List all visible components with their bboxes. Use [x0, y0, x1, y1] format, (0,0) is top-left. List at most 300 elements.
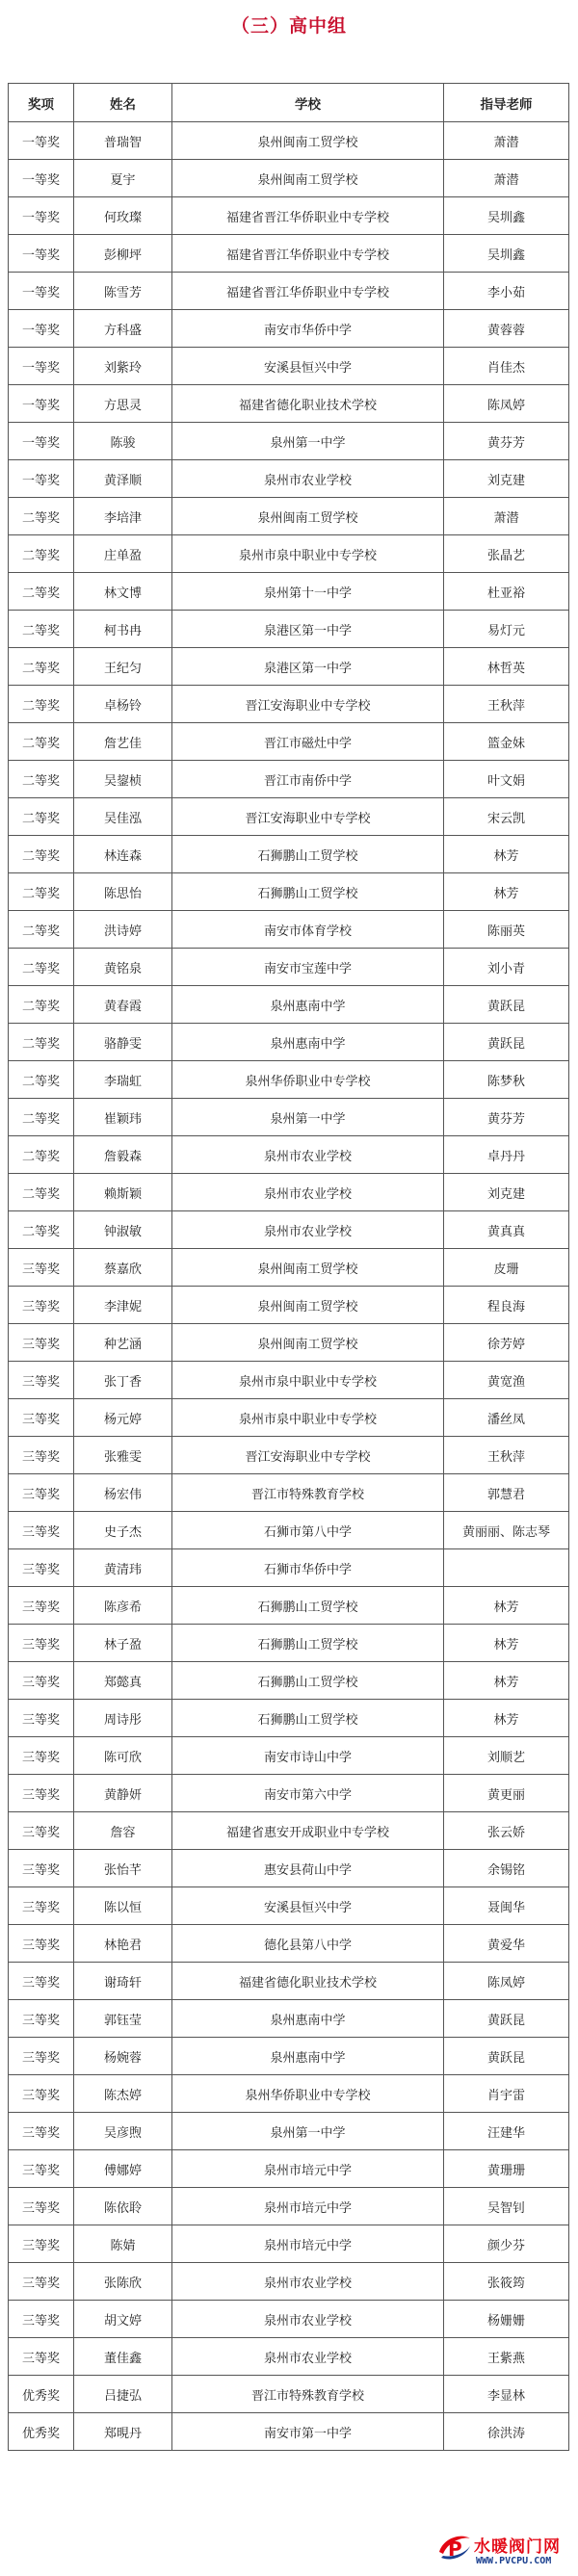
- cell-award: 三等奖: [9, 1812, 74, 1850]
- cell-school: 石狮鹏山工贸学校: [172, 836, 444, 873]
- cell-name: 周诗彤: [74, 1700, 172, 1737]
- cell-name: 陈雪芳: [74, 273, 172, 310]
- cell-award: 二等奖: [9, 1174, 74, 1211]
- cell-award: 三等奖: [9, 1625, 74, 1662]
- cell-name: 林文博: [74, 573, 172, 611]
- table-row: [9, 160, 569, 197]
- table-row: [9, 460, 569, 498]
- header-award: 奖项: [9, 84, 74, 122]
- table-header-row: [9, 84, 569, 122]
- cell-teacher: 肖佳杰: [444, 348, 569, 385]
- cell-award: 三等奖: [9, 1437, 74, 1474]
- cell-award: 三等奖: [9, 2301, 74, 2338]
- cell-teacher: 林芳: [444, 836, 569, 873]
- cell-name: 陈婧: [74, 2225, 172, 2263]
- cell-school: 泉州市农业学校: [172, 1136, 444, 1174]
- cell-teacher: 黄跃昆: [444, 986, 569, 1024]
- table-row: [9, 1174, 569, 1211]
- cell-name: 郑晛丹: [74, 2413, 172, 2451]
- table-row: [9, 1287, 569, 1324]
- cell-school: 晋江安海职业中专学校: [172, 686, 444, 723]
- cell-teacher: 黄爱华: [444, 1925, 569, 1963]
- table-row: [9, 1474, 569, 1512]
- cell-school: 泉港区第一中学: [172, 611, 444, 648]
- cell-school: 晋江市磁灶中学: [172, 723, 444, 761]
- cell-school: 南安市华侨中学: [172, 310, 444, 348]
- cell-teacher: 杨姗姗: [444, 2301, 569, 2338]
- cell-name: 骆静雯: [74, 1024, 172, 1061]
- cell-teacher: 聂闽华: [444, 1887, 569, 1925]
- cell-award: 三等奖: [9, 2338, 74, 2376]
- table-row: [9, 873, 569, 911]
- cell-name: 夏宇: [74, 160, 172, 197]
- cell-name: 吕捷弘: [74, 2376, 172, 2413]
- cell-name: 洪诗婷: [74, 911, 172, 949]
- cell-award: 二等奖: [9, 1099, 74, 1136]
- cell-teacher: 吴圳鑫: [444, 235, 569, 273]
- cell-school: 晋江安海职业中专学校: [172, 1437, 444, 1474]
- cell-name: 黄春霞: [74, 986, 172, 1024]
- cell-award: 一等奖: [9, 348, 74, 385]
- cell-award: 二等奖: [9, 723, 74, 761]
- cell-award: 二等奖: [9, 798, 74, 836]
- table-row: [9, 1249, 569, 1287]
- cell-teacher: 郭慧君: [444, 1474, 569, 1512]
- cell-teacher: 篮金妹: [444, 723, 569, 761]
- cell-award: 三等奖: [9, 2113, 74, 2150]
- cell-teacher: 陈凤婷: [444, 385, 569, 423]
- cell-name: 吴鋆桢: [74, 761, 172, 798]
- cell-name: 黄清玮: [74, 1549, 172, 1587]
- cell-award: 三等奖: [9, 2225, 74, 2263]
- cell-name: 杨婉蓉: [74, 2038, 172, 2075]
- cell-school: 石狮市华侨中学: [172, 1549, 444, 1587]
- cell-name: 李津妮: [74, 1287, 172, 1324]
- cell-award: 三等奖: [9, 1249, 74, 1287]
- cell-teacher: 黄真真: [444, 1211, 569, 1249]
- cell-name: 彭柳坪: [74, 235, 172, 273]
- table-row: [9, 1887, 569, 1925]
- cell-name: 黄铭泉: [74, 949, 172, 986]
- cell-teacher: 黄丽丽、陈志琴: [444, 1512, 569, 1549]
- cell-award: 三等奖: [9, 1700, 74, 1737]
- cell-award: 二等奖: [9, 911, 74, 949]
- table-row: [9, 1850, 569, 1887]
- watermark-url: WWW.PVCPU.COM: [476, 2556, 552, 2566]
- table-row: [9, 2038, 569, 2075]
- cell-school: 泉州第一中学: [172, 1099, 444, 1136]
- cell-award: 三等奖: [9, 1850, 74, 1887]
- table-row: [9, 348, 569, 385]
- cell-name: 林连森: [74, 836, 172, 873]
- header-teacher: 指导老师: [444, 84, 569, 122]
- cell-teacher: 林芳: [444, 1587, 569, 1625]
- table-row: [9, 986, 569, 1024]
- cell-teacher: 徐芳婷: [444, 1324, 569, 1362]
- cell-teacher: 汪建华: [444, 2113, 569, 2150]
- cell-teacher: 黄珊珊: [444, 2150, 569, 2188]
- cell-name: 李培津: [74, 498, 172, 535]
- table-row: [9, 1662, 569, 1700]
- cell-teacher: 张筱筠: [444, 2263, 569, 2301]
- table-row: [9, 2000, 569, 2038]
- table-row: [9, 310, 569, 348]
- cell-award: 三等奖: [9, 2075, 74, 2113]
- table-row: [9, 1024, 569, 1061]
- cell-name: 陈可欣: [74, 1737, 172, 1775]
- cell-school: 泉州市培元中学: [172, 2225, 444, 2263]
- cell-school: 泉州惠南中学: [172, 2000, 444, 2038]
- table-row: [9, 573, 569, 611]
- site-watermark: [435, 2527, 578, 2576]
- cell-teacher: 林芳: [444, 1700, 569, 1737]
- cell-teacher: 叶文娟: [444, 761, 569, 798]
- cell-school: 泉州第一中学: [172, 2113, 444, 2150]
- cell-teacher: 皮珊: [444, 1249, 569, 1287]
- cell-school: 福建省晋江华侨职业中专学校: [172, 235, 444, 273]
- table-row: [9, 761, 569, 798]
- cell-school: 泉州市农业学校: [172, 1211, 444, 1249]
- cell-teacher: 余锡铭: [444, 1850, 569, 1887]
- cell-teacher: 王紫燕: [444, 2338, 569, 2376]
- cell-name: 吴佳泓: [74, 798, 172, 836]
- cell-school: 泉州市农业学校: [172, 460, 444, 498]
- cell-award: 三等奖: [9, 2150, 74, 2188]
- cell-teacher: 张云娇: [444, 1812, 569, 1850]
- cell-school: 南安市体育学校: [172, 911, 444, 949]
- cell-name: 詹艺佳: [74, 723, 172, 761]
- cell-name: 方科盛: [74, 310, 172, 348]
- cell-teacher: 陈凤婷: [444, 1963, 569, 2000]
- table-row: [9, 1812, 569, 1850]
- cell-teacher: 吴圳鑫: [444, 197, 569, 235]
- cell-teacher: 陈丽英: [444, 911, 569, 949]
- cell-award: 二等奖: [9, 1136, 74, 1174]
- cell-teacher: 林哲英: [444, 648, 569, 686]
- cell-name: 杨元婷: [74, 1399, 172, 1437]
- table-row: [9, 1963, 569, 2000]
- cell-school: 泉州闽南工贸学校: [172, 122, 444, 160]
- cell-name: 种艺涵: [74, 1324, 172, 1362]
- watermark-site-name: 水暖阀门网: [474, 2537, 561, 2557]
- cell-name: 刘紫玲: [74, 348, 172, 385]
- awards-table: [8, 83, 569, 2451]
- table-row: [9, 1324, 569, 1362]
- table-row: [9, 1061, 569, 1099]
- cell-teacher: 萧潜: [444, 122, 569, 160]
- cell-name: 陈以恒: [74, 1887, 172, 1925]
- cell-name: 蔡嘉欣: [74, 1249, 172, 1287]
- table-row: [9, 2113, 569, 2150]
- cell-award: 优秀奖: [9, 2413, 74, 2451]
- cell-award: 二等奖: [9, 573, 74, 611]
- cell-award: 二等奖: [9, 873, 74, 911]
- cell-award: 三等奖: [9, 1925, 74, 1963]
- cell-award: 二等奖: [9, 535, 74, 573]
- cell-teacher: 易灯元: [444, 611, 569, 648]
- cell-name: 柯书冉: [74, 611, 172, 648]
- cell-teacher: 黄更丽: [444, 1775, 569, 1812]
- table-row: [9, 2301, 569, 2338]
- cell-name: 郭钰莹: [74, 2000, 172, 2038]
- cell-award: 二等奖: [9, 1061, 74, 1099]
- site-logo-icon: [435, 2529, 474, 2567]
- cell-name: 陈杰婷: [74, 2075, 172, 2113]
- table-row: [9, 1211, 569, 1249]
- cell-name: 史子杰: [74, 1512, 172, 1549]
- cell-award: 三等奖: [9, 2188, 74, 2225]
- cell-name: 谢琦轩: [74, 1963, 172, 2000]
- cell-award: 一等奖: [9, 235, 74, 273]
- table-body: [9, 122, 569, 2451]
- cell-school: 石狮市第八中学: [172, 1512, 444, 1549]
- cell-school: 安溪县恒兴中学: [172, 348, 444, 385]
- cell-school: 泉州华侨职业中专学校: [172, 1061, 444, 1099]
- table-row: [9, 1512, 569, 1549]
- cell-award: 一等奖: [9, 160, 74, 197]
- cell-name: 陈彦希: [74, 1587, 172, 1625]
- cell-teacher: 肖宇雷: [444, 2075, 569, 2113]
- cell-school: 德化县第八中学: [172, 1925, 444, 1963]
- cell-name: 董佳鑫: [74, 2338, 172, 2376]
- table-row: [9, 1625, 569, 1662]
- cell-award: 二等奖: [9, 648, 74, 686]
- cell-school: 晋江安海职业中专学校: [172, 798, 444, 836]
- cell-teacher: 林芳: [444, 1625, 569, 1662]
- cell-award: 二等奖: [9, 761, 74, 798]
- cell-award: 三等奖: [9, 1775, 74, 1812]
- table-row: [9, 197, 569, 235]
- header-name: 姓名: [74, 84, 172, 122]
- cell-award: 一等奖: [9, 122, 74, 160]
- cell-school: 石狮鹏山工贸学校: [172, 1625, 444, 1662]
- cell-school: 石狮鹏山工贸学校: [172, 873, 444, 911]
- cell-name: 陈依聆: [74, 2188, 172, 2225]
- table-row: [9, 1587, 569, 1625]
- table-row: [9, 611, 569, 648]
- table-row: [9, 2225, 569, 2263]
- cell-school: 石狮鹏山工贸学校: [172, 1662, 444, 1700]
- cell-award: 三等奖: [9, 1887, 74, 1925]
- cell-school: 福建省惠安开成职业中专学校: [172, 1812, 444, 1850]
- cell-school: 福建省德化职业技术学校: [172, 1963, 444, 2000]
- cell-school: 泉州市泉中职业中专学校: [172, 1362, 444, 1399]
- page-title: （三）高中组: [230, 15, 347, 37]
- table-row: [9, 423, 569, 460]
- cell-name: 何玫璨: [74, 197, 172, 235]
- cell-award: 三等奖: [9, 1399, 74, 1437]
- cell-award: 一等奖: [9, 273, 74, 310]
- cell-school: 晋江市特殊教育学校: [172, 2376, 444, 2413]
- cell-award: 三等奖: [9, 1587, 74, 1625]
- cell-teacher: 卓丹丹: [444, 1136, 569, 1174]
- cell-teacher: 宋云凯: [444, 798, 569, 836]
- cell-teacher: 王秋萍: [444, 1437, 569, 1474]
- cell-award: 一等奖: [9, 423, 74, 460]
- cell-teacher: 黄蓉蓉: [444, 310, 569, 348]
- table-row: [9, 535, 569, 573]
- cell-award: 优秀奖: [9, 2376, 74, 2413]
- table-row: [9, 1362, 569, 1399]
- cell-school: 泉州惠南中学: [172, 2038, 444, 2075]
- cell-name: 吴彦煦: [74, 2113, 172, 2150]
- table-row: [9, 2413, 569, 2451]
- cell-teacher: 王秋萍: [444, 686, 569, 723]
- table-row: [9, 1437, 569, 1474]
- cell-school: 惠安县荷山中学: [172, 1850, 444, 1887]
- cell-award: 一等奖: [9, 310, 74, 348]
- cell-teacher: 黄跃昆: [444, 2038, 569, 2075]
- table-row: [9, 1136, 569, 1174]
- cell-school: 泉州闽南工贸学校: [172, 498, 444, 535]
- table-row: [9, 2075, 569, 2113]
- table-row: [9, 723, 569, 761]
- cell-teacher: 陈梦秋: [444, 1061, 569, 1099]
- table-row: [9, 122, 569, 160]
- table-row: [9, 2376, 569, 2413]
- cell-school: 泉州闽南工贸学校: [172, 160, 444, 197]
- cell-school: 泉州第十一中学: [172, 573, 444, 611]
- cell-name: 傅娜婷: [74, 2150, 172, 2188]
- cell-school: 南安市宝莲中学: [172, 949, 444, 986]
- cell-name: 庄单盈: [74, 535, 172, 573]
- cell-school: 南安市第一中学: [172, 2413, 444, 2451]
- cell-teacher: 黄跃昆: [444, 2000, 569, 2038]
- cell-award: 一等奖: [9, 385, 74, 423]
- cell-name: 张丁香: [74, 1362, 172, 1399]
- cell-award: 三等奖: [9, 1549, 74, 1587]
- cell-award: 二等奖: [9, 686, 74, 723]
- table-row: [9, 2263, 569, 2301]
- cell-award: 三等奖: [9, 1737, 74, 1775]
- cell-school: 南安市诗山中学: [172, 1737, 444, 1775]
- cell-award: 二等奖: [9, 1024, 74, 1061]
- table-row: [9, 498, 569, 535]
- cell-teacher: 李小茹: [444, 273, 569, 310]
- cell-school: 泉州第一中学: [172, 423, 444, 460]
- cell-name: 张怡芊: [74, 1850, 172, 1887]
- table-row: [9, 1775, 569, 1812]
- cell-name: 黄静妍: [74, 1775, 172, 1812]
- cell-school: 泉州市农业学校: [172, 2338, 444, 2376]
- cell-school: 泉州闽南工贸学校: [172, 1249, 444, 1287]
- table-row: [9, 1099, 569, 1136]
- cell-school: 石狮鹏山工贸学校: [172, 1587, 444, 1625]
- cell-award: 三等奖: [9, 2000, 74, 2038]
- cell-teacher: 黄芬芳: [444, 1099, 569, 1136]
- cell-award: 三等奖: [9, 1287, 74, 1324]
- cell-award: 三等奖: [9, 1662, 74, 1700]
- cell-school: 泉州市泉中职业中专学校: [172, 1399, 444, 1437]
- cell-school: 福建省晋江华侨职业中专学校: [172, 273, 444, 310]
- cell-award: 二等奖: [9, 949, 74, 986]
- cell-name: 杨宏伟: [74, 1474, 172, 1512]
- cell-teacher: 林芳: [444, 1662, 569, 1700]
- cell-school: 泉州华侨职业中专学校: [172, 2075, 444, 2113]
- cell-award: 三等奖: [9, 1474, 74, 1512]
- cell-school: 泉港区第一中学: [172, 648, 444, 686]
- cell-name: 崔颖玮: [74, 1099, 172, 1136]
- cell-teacher: 萧潜: [444, 498, 569, 535]
- cell-name: 林艳君: [74, 1925, 172, 1963]
- cell-award: 一等奖: [9, 460, 74, 498]
- cell-award: 二等奖: [9, 611, 74, 648]
- cell-teacher: 杜亚裕: [444, 573, 569, 611]
- cell-teacher: 李显林: [444, 2376, 569, 2413]
- table-row: [9, 648, 569, 686]
- table-row: [9, 1399, 569, 1437]
- cell-name: 普瑞智: [74, 122, 172, 160]
- cell-name: 黄泽顺: [74, 460, 172, 498]
- cell-name: 李瑞虹: [74, 1061, 172, 1099]
- cell-teacher: 黄跃昆: [444, 1024, 569, 1061]
- cell-name: 詹毅森: [74, 1136, 172, 1174]
- cell-school: 福建省德化职业技术学校: [172, 385, 444, 423]
- cell-teacher: 刘小青: [444, 949, 569, 986]
- cell-school: 晋江市特殊教育学校: [172, 1474, 444, 1512]
- cell-school: 泉州市泉中职业中专学校: [172, 535, 444, 573]
- table-row: [9, 686, 569, 723]
- table-row: [9, 798, 569, 836]
- logo-letter: P: [448, 2537, 462, 2561]
- cell-name: 郑懿真: [74, 1662, 172, 1700]
- cell-name: 张雅雯: [74, 1437, 172, 1474]
- cell-award: 二等奖: [9, 498, 74, 535]
- table-row: [9, 1549, 569, 1587]
- cell-teacher: 程良海: [444, 1287, 569, 1324]
- cell-teacher: 林芳: [444, 873, 569, 911]
- table-row: [9, 2188, 569, 2225]
- table-row: [9, 1737, 569, 1775]
- cell-school: 泉州市培元中学: [172, 2188, 444, 2225]
- table-row: [9, 273, 569, 310]
- cell-name: 林子盈: [74, 1625, 172, 1662]
- cell-school: 泉州惠南中学: [172, 1024, 444, 1061]
- table-row: [9, 2150, 569, 2188]
- cell-award: 三等奖: [9, 2038, 74, 2075]
- table-row: [9, 836, 569, 873]
- cell-school: 泉州市农业学校: [172, 2301, 444, 2338]
- cell-name: 赖斯颖: [74, 1174, 172, 1211]
- table-row: [9, 1700, 569, 1737]
- cell-award: 二等奖: [9, 836, 74, 873]
- cell-school: 泉州闽南工贸学校: [172, 1324, 444, 1362]
- cell-award: 三等奖: [9, 2263, 74, 2301]
- cell-school: 福建省晋江华侨职业中专学校: [172, 197, 444, 235]
- cell-teacher: 黄宽渔: [444, 1362, 569, 1399]
- cell-award: 一等奖: [9, 197, 74, 235]
- cell-teacher: 张晶艺: [444, 535, 569, 573]
- table-row: [9, 2338, 569, 2376]
- cell-teacher: 颜少芬: [444, 2225, 569, 2263]
- cell-name: 张陈欣: [74, 2263, 172, 2301]
- cell-award: 二等奖: [9, 1211, 74, 1249]
- cell-school: 安溪县恒兴中学: [172, 1887, 444, 1925]
- cell-award: 三等奖: [9, 1963, 74, 2000]
- cell-name: 方思灵: [74, 385, 172, 423]
- cell-name: 王纪匀: [74, 648, 172, 686]
- cell-name: 詹容: [74, 1812, 172, 1850]
- cell-award: 二等奖: [9, 986, 74, 1024]
- cell-teacher: 潘丝凤: [444, 1399, 569, 1437]
- cell-teacher: 刘克建: [444, 460, 569, 498]
- header-school: 学校: [172, 84, 444, 122]
- cell-award: 三等奖: [9, 1512, 74, 1549]
- cell-teacher: 刘顺艺: [444, 1737, 569, 1775]
- cell-school: 泉州市农业学校: [172, 2263, 444, 2301]
- cell-award: 三等奖: [9, 1362, 74, 1399]
- table-row: [9, 1925, 569, 1963]
